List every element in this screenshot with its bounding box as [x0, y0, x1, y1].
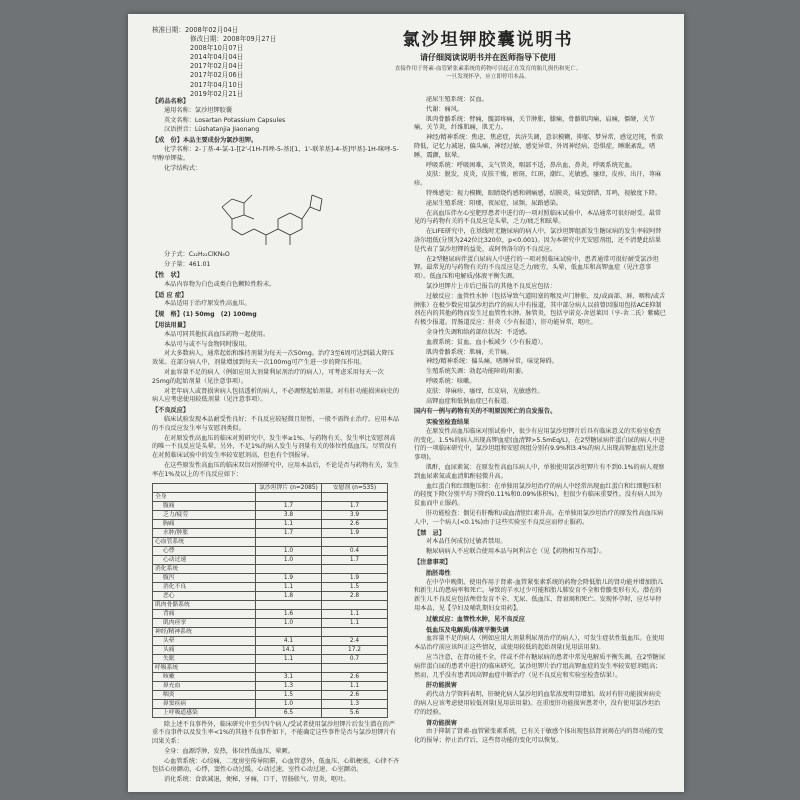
table-row — [153, 519, 388, 528]
losartan-value: 1.7 — [256, 528, 322, 537]
revision-date: 2008年10月07日 — [190, 44, 244, 53]
paragraph: 分子量：461.01 — [164, 261, 211, 269]
section-heading: 【注意事项】 — [414, 559, 452, 567]
table-row — [153, 573, 388, 582]
table-row — [153, 510, 388, 519]
section-heading: 肝功能损害 — [426, 682, 457, 690]
paragraph: 本品可与或不与食物同时服用。 — [164, 340, 251, 348]
losartan-value: 1.3 — [256, 681, 322, 690]
section-heading: 肾功能损害 — [426, 719, 457, 727]
paragraph: 对本品任何成份过敏者禁用。 — [426, 538, 507, 546]
row-label: 消化系统 — [153, 564, 256, 573]
paragraph: 分子式：C₂₂H₂₂ClKN₆O — [164, 251, 230, 259]
placebo-value: 1.1 — [322, 681, 388, 690]
table-row — [153, 636, 388, 645]
placebo-value: 1.9 — [322, 573, 388, 582]
losartan-value — [256, 663, 322, 672]
section-heading: 【药品名称】 — [152, 98, 190, 105]
placebo-value: 1.5 — [322, 582, 388, 591]
table-row — [153, 600, 388, 609]
table-row — [153, 492, 388, 501]
revision-date: 2019年02月21日 — [190, 89, 244, 98]
row-label: 鼻窦疾病 — [153, 699, 256, 708]
row-label: 消化不良 — [153, 582, 256, 591]
row-label: 心动过速 — [153, 555, 256, 564]
row-label: 头晕 — [153, 636, 256, 645]
paragraph: 对老年病人或肾损害病人包括透析的病人，不必调整起始剂量。对有肝功能损害病史的病人应考虑使用较低剂量（见注意事项）。 — [152, 387, 400, 404]
paragraph: 代谢：痛风。 — [426, 105, 464, 113]
row-label: 咳嗽 — [153, 672, 256, 681]
losartan-value: 6.5 — [256, 708, 322, 717]
revision-date: 2017年02月06日 — [190, 71, 244, 80]
table-row — [153, 564, 388, 573]
paragraph: 在原发性高血压临床对照试验中，很少有应用氯沙坦钾片后具有临床意义的实验室检查的变化。1.5%的病人出现高钾血症(血清钾>5.5mEq/L)，在2型糖尿病伴蛋白尿的病人中进行的一项临床研究中，氯沙坦组和安慰剂组分别有9.9%和3.4%的病人出现高钾血症(见注意事项)。 — [414, 427, 665, 462]
losartan-value: 1.6 — [256, 609, 322, 618]
placebo-value: 1.1 — [322, 609, 388, 618]
adverse-events-table — [152, 483, 388, 718]
revision-date: 2017年02月04日 — [190, 62, 244, 71]
paragraph: 肌酐，血尿素氮：在原发性高血压病人中，单独使用氯沙坦钾片有不到0.1%的病人观察到血尿素氮或血清肌酐轻微升高。 — [414, 464, 665, 480]
revision-date: 修改日期：2008年09月27日 — [190, 35, 277, 44]
document-subtitle: 请仔细阅读说明书并在医师指导下使用 — [420, 53, 556, 62]
row-label: 乏力/疲劳 — [153, 510, 256, 519]
warning-line: 直接作用于肾素-血管紧张素系统的药物可引起正在发育的胎儿损伤和死亡。 — [394, 66, 582, 72]
section-heading: 【规 格】(1) 50mg (2) 100mg — [152, 311, 257, 319]
paragraph: 血液系统：贫血，血小板减少（少有报道）。 — [426, 338, 547, 346]
paragraph: 肝功能检查：偶见有肝酶和/或血清胆红素升高。在单独用氯沙坦治疗的原发性高血压病人中，一个病人(<0.1%)由于这些实验室不良反应而停止服药。 — [414, 510, 664, 526]
placebo-value: 1.1 — [322, 618, 388, 627]
paragraph: 生殖系统失调：勃起功能障碍/阳萎。 — [426, 368, 528, 376]
table-row — [153, 555, 388, 564]
placebo-value — [322, 600, 388, 609]
boxed-warning — [303, 65, 673, 82]
losartan-value: 1.0 — [256, 555, 322, 564]
section-heading: 【适 应 症】 — [152, 291, 188, 299]
paragraph: 在对原发性高血压的临床对照研究中，发生率≥1%、与药物有关、发生率比安慰剂高的唯一不良反应是头晕。另外，不足1%的病人发生与剂量有关的体位性低血压。尽管没有在对照临床试验中的发生率较安慰剂高，但也有个别报导。 — [152, 434, 397, 460]
placebo-value — [322, 492, 388, 501]
losartan-value — [256, 492, 322, 501]
paragraph: 由于抑制了肾素-血管紧张素系统，已有关于敏感个体出现包括肾衰竭在内的肾功能的变化的报导；停止治疗后，这些肾功能的变化可以恢复。 — [414, 728, 664, 745]
losartan-value: 1.0 — [256, 618, 322, 627]
losartan-value — [256, 627, 322, 636]
placebo-value: 2.6 — [322, 690, 388, 699]
paragraph: 皮肤：荨麻疹，瘙痒，红皮病，光敏感性。 — [426, 387, 544, 395]
section-heading: 【成 份】本品主要成份为氯沙坦钾。 — [152, 137, 258, 145]
paragraph: 英文名称：Losartan Potassium Capsules — [164, 116, 286, 124]
table-row — [153, 609, 388, 618]
structural-formula — [192, 177, 400, 247]
revision-date: 核准日期：2008年02月04日 — [152, 26, 239, 34]
paragraph: 化学结构式： — [164, 164, 202, 172]
paragraph: 在LIFE研究中，在基线时无糖尿病的病人中，氯沙坦钾组新发生糖尿病的发生率较阿替洛尔组低(分别为242位比320位，p<0.001)。因为本研究中无安慰剂组，还不清楚此结果是代表了氯沙坦钾的益处，或阿替洛尔的不良反应。 — [414, 228, 662, 253]
placebo-value: 1.9 — [322, 528, 388, 537]
paragraph: 本品适用于治疗原发性高血压。 — [164, 300, 251, 308]
row-label: 心血管系统 — [153, 537, 256, 546]
table-row — [153, 672, 388, 681]
paragraph: 神经/精神系统：偏头痛，嗜睡异常，味觉障碍。 — [426, 358, 559, 366]
paragraph: 在中孕中晚期，使用作用于肾素-血管紧张素系统的药物会降低胎儿的肾功能并增加胎儿和新生儿的患病率和死亡。导致的羊水过少可能和胎儿肺发育不全和骨骼变形有关。潜在的新生儿不良反应包括颅骨发育不全、无尿、低血压、肾衰竭和死亡。发现怀孕时，应尽早停用本品，见【孕妇及哺乳期妇女用药】。 — [414, 578, 664, 613]
losartan-value: 3.8 — [256, 510, 322, 519]
table-row — [153, 654, 388, 663]
paragraph: 在这些原发性高血压的临床双盲对照研究中，应用本品后，不论是否与药物有关，发生率在1%及以上的不良反应如下： — [152, 461, 400, 478]
placebo-value: 2.6 — [322, 519, 388, 528]
paragraph: 药代动力学资料表明，肝硬化病人氯沙坦的血浆浓度明显增加。故对有肝功能损害病史的病人应该考虑使用较低剂量(见用法用量)。在重度肝功能损害患者中，没有使用氯沙坦治疗的经验。 — [414, 691, 662, 716]
losartan-value — [256, 564, 322, 573]
table-row — [153, 699, 388, 708]
paragraph: 呼吸系统：呼吸困难，支气管炎，咽部不适，鼻出血，鼻炎，呼吸系统充血。 — [426, 161, 637, 169]
losartan-value: 1.1 — [256, 582, 322, 591]
paragraph: 血红蛋白和红细胞压积：在单独用氯沙坦治疗的病人中经常出现血红蛋白和红细胞压积的轻度下降(分别平均下降约0.11%和0.09%体积%)，但很少有临床重要性。没有病人因为贫血而中止服药。 — [414, 482, 663, 508]
section-heading: 【不良反应】 — [152, 407, 190, 415]
placebo-value: 1.3 — [322, 699, 388, 708]
losartan-value: 1.1 — [256, 519, 322, 528]
losartan-value: 4.1 — [256, 636, 322, 645]
table-row — [153, 582, 388, 591]
placebo-value: 5.6 — [322, 708, 388, 717]
paragraph: 本品可同其他抗高血压药物一起使用。 — [164, 330, 270, 338]
table-row — [153, 663, 388, 672]
row-label: 头痛 — [153, 645, 256, 654]
paragraph: 高钾血症和低钠血症已有报道。 — [426, 397, 513, 405]
paragraph: 特殊感觉：视力模糊，眼睛烧灼感和刺痛感，结膜炎，味觉倒错，耳鸣，视敏度下降。 — [426, 189, 662, 197]
placebo-value: 2.8 — [322, 591, 388, 600]
row-label: 心悸 — [153, 546, 256, 555]
table-row — [153, 546, 388, 555]
paragraph: 神经/精神系统：焦虑，焦虑症，共济失调，意识模糊，抑郁，梦异常，感觉迟钝，性欲降低，记忆力减退，偏头痛，神经过敏，感觉异常，外周神经病，恐惧症，睡眠紊乱，嗜睡，震颤，眩晕。 — [414, 134, 664, 159]
revision-date: 2014年04月04日 — [190, 53, 244, 62]
placebo-value: 0.4 — [322, 546, 388, 555]
row-label: 上呼吸道感染 — [153, 708, 256, 717]
paragraph: 本品内容物为白色或类白色颗粒性粉末。 — [164, 280, 276, 288]
row-label: 腹泻 — [153, 573, 256, 582]
table-row — [153, 708, 388, 717]
table-row — [153, 528, 388, 537]
placebo-value — [322, 564, 388, 573]
section-heading: 【禁 忌】 — [414, 529, 445, 537]
right-column — [414, 96, 666, 786]
losartan-value: 1.1 — [256, 654, 322, 663]
placebo-value — [322, 627, 388, 636]
row-label: 背痛 — [153, 609, 256, 618]
revision-date: 2017年04月10日 — [190, 80, 244, 89]
table-row — [153, 681, 388, 690]
paragraph: 通用名称：氯沙坦钾胶囊 — [164, 106, 233, 114]
row-label: 神经/精神系统 — [153, 627, 256, 636]
left-column — [152, 96, 400, 786]
paragraph: 对大多数病人，通常起始和维持剂量为每天一次50mg。治疗3至6周可达到最大降压效果。在部分病人中，剂量增加到每天一次100mg可产生进一步的降压作用。 — [152, 350, 394, 367]
paragraph: 血容量不足的病人（例如应用大剂量利尿剂治疗的病人），可发生症状性低血压。在使用本品治疗前应该纠正这些情况，或使用较低的起始剂量(见用法用量)。 — [414, 635, 665, 652]
paragraph: 全身性失调和给药部位状况：不适感。 — [426, 328, 532, 336]
paragraph: 糖尿病病人不应联合使用本品与阿利吉仑（见【药物相互作用】）。 — [426, 548, 606, 556]
row-label: 肌肉痉挛 — [153, 618, 256, 627]
row-label: 腹痛 — [153, 501, 256, 510]
paragraph: 临床试验发现本品耐受性良好；不良反应较轻微且短暂，一般不需终止治疗。应用本品的不良反应发生率与安慰剂类似。 — [152, 415, 400, 432]
table-row — [153, 501, 388, 510]
row-label: 失眠 — [153, 654, 256, 663]
losartan-value: 1.0 — [256, 546, 322, 555]
table-row — [153, 627, 388, 636]
losartan-value: 1.8 — [256, 591, 322, 600]
section-heading: 【用法用量】 — [152, 321, 190, 329]
losartan-value: 1.7 — [256, 501, 322, 510]
paragraph: 汉语拼音：Lüshatanjia Jiaonang — [164, 126, 260, 134]
section-heading: 低血压及电解质/体液平衡失调 — [426, 626, 509, 634]
placebo-value: 1.7 — [322, 555, 388, 564]
section-heading: 实验室检查结果 — [426, 419, 470, 427]
paragraph: 应当注意，在肾功能不全，伴或不伴有糖尿病的患者中常见电解质平衡失调。在2型糖尿病伴蛋白尿的患者中进行的临床研究，氯沙坦钾片治疗组高钾血症的发生率较安慰剂组高；然而，几乎没有患者因高钾血症中断治疗（见不良反应和实验室检查结果）。 — [414, 654, 666, 679]
paragraph: 全身：血源浮肿，发热，体位性低血压，晕厥。 — [164, 747, 294, 755]
section-heading: 国内有一例与药物有关的不明原因死亡的自发报告。 — [414, 408, 557, 416]
document-title: 氯沙坦钾胶囊说明书 — [402, 30, 574, 50]
placebo-value: 17.2 — [322, 645, 388, 654]
row-label: 全身 — [153, 492, 256, 501]
paragraph: 除上述不良事件外，临床研究中至少四个病人/受试者使用氯沙坦钾片后发生潜在的严重不良事件以及发生率<1%的其他不良事件如下，不能确定这些事件是否与氯沙坦钾片有因果关系： — [152, 720, 396, 746]
paragraph: 泌尿生殖系统：贫血。 — [426, 96, 488, 103]
paragraph: 心血管系统：心绞痛，二度房室传导阻滞，心血管意外，低血压，心肌梗塞，心律不齐包括心房颤动，心悸，窦性心动过缓，心动过速，室性心动过速，心室颤动。 — [152, 757, 400, 774]
paragraph: 皮肤：脱发，皮炎，皮肤干燥，瘀斑，红斑，潮红，光敏感，瘙痒，皮疹，出汗，荨麻疹。 — [414, 171, 662, 188]
paragraph: 消化系统：食欲减退，便秘，牙痛，口干，胃肠胀气，胃炎，呕吐。 — [164, 776, 350, 784]
row-label: 恶心 — [153, 591, 256, 600]
losartan-value: 1.5 — [256, 690, 322, 699]
losartan-value: 14.1 — [256, 645, 322, 654]
section-heading: 胎胚毒性 — [426, 569, 451, 577]
paragraph: 呼吸系统：咳嗽。 — [426, 377, 476, 385]
table-row — [153, 690, 388, 699]
row-label: 呼吸系统 — [153, 663, 256, 672]
losartan-value — [256, 537, 322, 546]
paragraph: 对血容量不足的病人（例如应用大剂量利尿剂治疗的病人），可考虑采用每天一次25mg的起始剂量（见注意事项）。 — [152, 368, 384, 385]
paragraph: 在2型糖尿病伴蛋白尿病人中进行的一项对照临床试验中，患者通常可很好耐受氯沙坦钾。最常见的与药物有关的不良反应是乏力/疲劳，头晕，低血压和高钾血症（见注意事项）。低血压和电解质/体液平衡失调。 — [414, 255, 659, 281]
table-row — [153, 591, 388, 600]
losartan-value: 3.1 — [256, 672, 322, 681]
placebo-value: 3.9 — [322, 510, 388, 519]
placebo-value — [322, 537, 388, 546]
placebo-value — [322, 663, 388, 672]
paragraph: 在高血压伴左心室肥厚患者中进行的一项对照临床试验中，本品通常可很好耐受。最常见的与药物有关的不良反应是头晕，乏力/疲乏和眩晕。 — [414, 209, 662, 226]
paragraph: 泌尿生殖系统：阳痿，夜尿症，尿频，尿路感染。 — [426, 199, 563, 207]
row-label: 胸痛 — [153, 519, 256, 528]
table-header-cell: 氯沙坦钾片 (n=2085) — [256, 483, 322, 492]
losartan-value: 1.9 — [256, 573, 322, 582]
revision-dates — [152, 26, 282, 99]
warning-line: 一旦发现怀孕，应立即停用本品。 — [446, 74, 530, 81]
placebo-value: 2.4 — [322, 636, 388, 645]
table-header-cell: 安慰剂 (n=535) — [322, 483, 388, 492]
paragraph: 化学名称：2-丁基-4-氯-1-[[2'-(1H-四唑-5-基)[1，1'-联苯基]-4-基]甲基]-1H-咪唑-5-甲醇单钾盐。 — [152, 145, 399, 162]
row-label: 鼻充血 — [153, 681, 256, 690]
row-label: 咽炎 — [153, 690, 256, 699]
leaflet-sheet — [128, 14, 684, 792]
table-header-cell — [153, 483, 256, 492]
row-label: 肌肉骨骼系统 — [153, 600, 256, 609]
paragraph: 肌肉骨骼系统：肌痛，关节痛。 — [426, 348, 513, 356]
placebo-value: 1.7 — [322, 501, 388, 510]
placebo-value: 2.6 — [322, 672, 388, 681]
paragraph: 过敏反应：血管性水肿（包括导致气道阻塞的喉及声门肿胀，及/或面部、唇、咽和/或舌肿胀）在极少数应用氯沙坦治疗的病人中有报道，其中部分病人以前曾因服用包括ACE抑制剂在内的其他药物而发生过血管性水肿。脉管炎，包括亨诺克-舍恩莱因（亨-舍二氏）紫癜已有极少报道。胃肠道反应：肝炎（少有报道），肝功能异常，呕吐。 — [414, 292, 666, 327]
table-row — [153, 537, 388, 546]
section-heading: 过敏反应：血管性水肿，见不良反应 — [426, 615, 525, 623]
losartan-value: 1.0 — [256, 699, 322, 708]
paragraph: 氯沙坦钾片上市后已报告的其他不良反应包括： — [426, 282, 556, 290]
placebo-value: 0.7 — [322, 654, 388, 663]
paragraph: 肌肉骨骼系统：臂痛，髋部疼痛，关节肿胀，膝痛，骨骼肌肉痛，肩痛，僵硬，关节痛，关节炎，纤维肌痛，肌无力。 — [414, 115, 655, 132]
section-heading: 【性 状】 — [152, 271, 183, 279]
losartan-value — [256, 600, 322, 609]
table-row — [153, 618, 388, 627]
row-label: 水肿/肿胀 — [153, 528, 256, 537]
table-row — [153, 645, 388, 654]
